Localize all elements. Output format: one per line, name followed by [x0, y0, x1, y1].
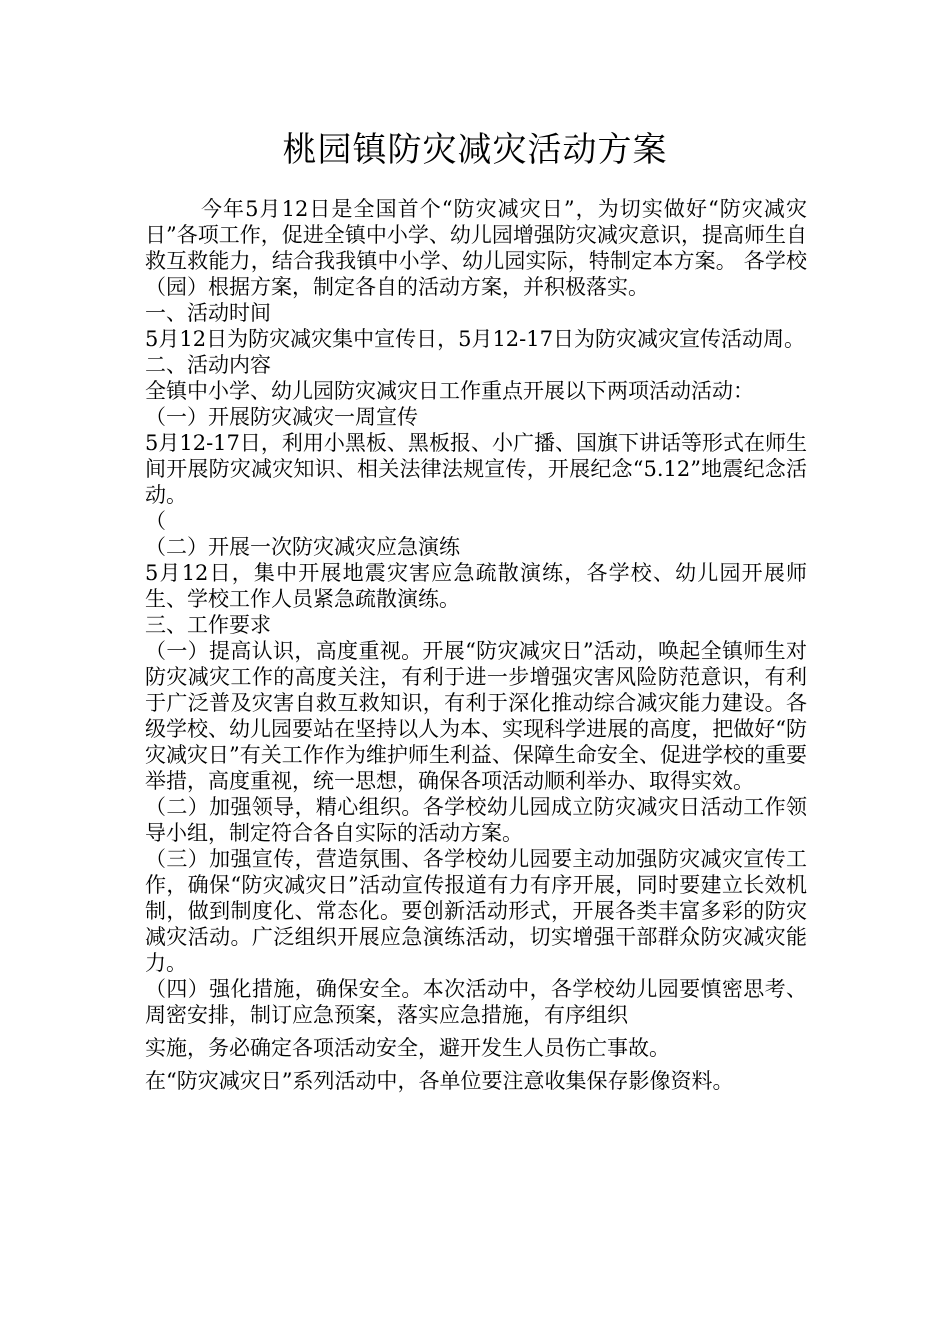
- requirement-4: （四）强化措施，确保安全。本次活动中，各学校幼儿园要慎密思考、周密安排，制订应急预案，落实应急措施，有序组织: [145, 977, 807, 1027]
- stray-bracket-line: （: [145, 509, 166, 533]
- paragraph-content: 全镇中小学、幼儿园防灾减灾日工作重点开展以下两项活动活动：: [145, 379, 754, 403]
- section-heading-time: 一、活动时间: [145, 301, 271, 325]
- subheading-drill: （二）开展一次防灾减灾应急演练: [145, 535, 460, 559]
- section-heading-requirements: 三、工作要求: [145, 613, 271, 637]
- section-heading-content: 二、活动内容: [145, 353, 271, 377]
- subheading-publicity-week: （一）开展防灾减灾一周宣传: [145, 405, 418, 429]
- document-body: [145, 196, 807, 1094]
- paragraph-publicity-week: 5月12-17日，利用小黑板、黑板报、小广播、国旗下讲话等形式在师生间开展防灾减灾知识、相关法律法规宣传，开展纪念“5.12”地震纪念活动。: [145, 431, 807, 507]
- requirement-1: （一）提高认识，高度重视。开展“防灾减灾日”活动，唤起全镇师生对防灾减灾工作的高度关注，有利于进一步增强灾害风险防范意识，有利于广泛普及灾害自救互救知识，有利于深化推动综合减灾能力建设。各级学校、幼儿园要站在坚持以人为本、实现科学进展的高度，把做好“防灾减灾日”有关工作作为维护师生利益、保障生命安全、促进学校的重要举措，高度重视，统一思想，确保各项活动顺利举办、取得实效。: [145, 639, 807, 793]
- requirement-3: （三）加强宣传，营造氛围、各学校幼儿园要主动加强防灾减灾宣传工作，确保“防灾减灾日”活动宣传报道有力有序开展，同时要建立长效机制，做到制度化、常态化。要创新活动形式，开展各类丰富多彩的防灾减灾活动。广泛组织开展应急演练活动，切实增强干部群众防灾减灾能力。: [145, 847, 807, 975]
- intro-paragraph: 今年5月12日是全国首个“防灾减灾日”，为切实做好“防灾减灾日”各项工作，促进全镇中小学、幼儿园增强防灾减灾意识，提高师生自救互救能力，结合我我镇中小学、幼儿园实际，特制定本方案。 各学校（园）根据方案，制定各自的活动方案，并积极落实。: [145, 197, 807, 299]
- closing-paragraph: 在“防灾减灾日”系列活动中，各单位要注意收集保存影像资料。: [145, 1069, 734, 1093]
- paragraph-drill: 5月12日，集中开展地震灾害应急疏散演练，各学校、幼儿园开展师生、学校工作人员紧急疏散演练。: [145, 561, 807, 611]
- requirement-2: （二）加强领导，精心组织。各学校幼儿园成立防灾减灾日活动工作领导小组，制定符合各自实际的活动方案。: [145, 795, 807, 845]
- requirement-4-continued: 实施，务必确定各项活动安全，避开发生人员伤亡事故。: [145, 1036, 670, 1060]
- paragraph-time: 5月12日为防灾减灾集中宣传日，5月12-17日为防灾减灾宣传活动周。: [145, 327, 805, 351]
- document-title: 桃园镇防灾减灾活动方案: [282, 130, 668, 170]
